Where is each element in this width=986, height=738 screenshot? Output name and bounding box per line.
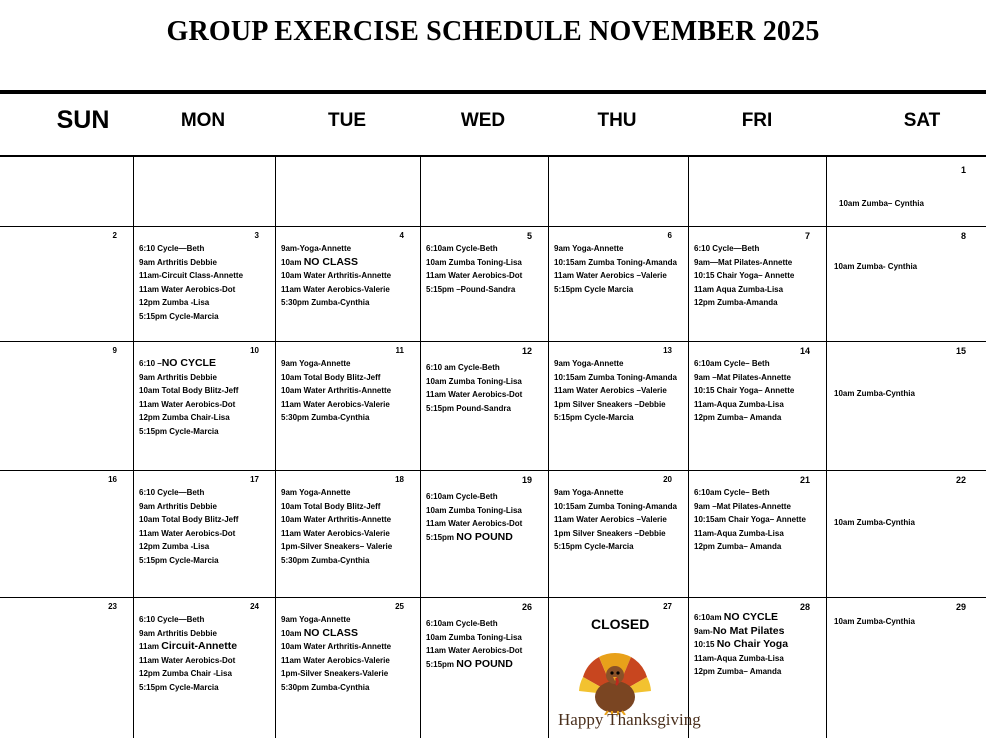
date-number: 26 bbox=[521, 602, 532, 612]
date-number: 12 bbox=[521, 346, 532, 356]
class-entry: 6:10 am Cycle-Beth bbox=[426, 363, 500, 372]
day-header-sat: SAT bbox=[903, 110, 941, 131]
class-list bbox=[139, 486, 238, 567]
class-entry: 10am Zumba– Cynthia bbox=[839, 199, 924, 208]
date-number: 7 bbox=[804, 231, 810, 241]
class-entry: 10am Water Arthritis-Annette bbox=[281, 386, 392, 395]
class-entry: 5:15pm Cycle-Marcia bbox=[139, 311, 219, 321]
class-entry: 6:10am Cycle-Beth bbox=[426, 244, 498, 253]
class-entry: 10am Zumba Toning-Lisa bbox=[426, 632, 522, 642]
date-number: 14 bbox=[799, 346, 810, 356]
class-note: NO CLASS bbox=[303, 626, 358, 639]
class-entry: 11am Water Aerobics-Dot bbox=[139, 528, 236, 538]
day-header-mon: MON bbox=[180, 110, 226, 131]
class-entry: 6:10am Cycle-Beth bbox=[426, 619, 498, 628]
class-time: 5:15pm bbox=[426, 532, 457, 542]
class-time: 5:15pm bbox=[426, 659, 457, 669]
class-entry: 6:10 Cycle—Beth bbox=[139, 615, 205, 624]
class-entry: 1pm Silver Sneakers –Debbie bbox=[554, 528, 666, 538]
class-list bbox=[139, 357, 238, 438]
class-entry bbox=[139, 640, 237, 654]
class-entry: 10am Zumba-Cynthia bbox=[834, 617, 915, 626]
class-entry: 6:10 Cycle—Beth bbox=[694, 244, 760, 253]
class-time: 10:15 bbox=[694, 640, 717, 649]
class-entry: 11am Water Aerobics-Dot bbox=[426, 390, 523, 399]
class-entry: 9am-Yoga-Annette bbox=[281, 244, 352, 253]
class-list bbox=[694, 357, 794, 425]
class-entry: 11am Water Aerobics-Dot bbox=[426, 271, 523, 280]
class-entry: 10am Water Arthritis-Annette bbox=[281, 515, 392, 524]
column-divider bbox=[826, 157, 827, 738]
class-entry: 10am Zumba-Cynthia bbox=[834, 389, 915, 398]
class-list bbox=[281, 357, 391, 425]
date-number: 6 bbox=[667, 231, 672, 240]
day-header-sun: SUN bbox=[56, 106, 110, 134]
day-header-tue: TUE bbox=[328, 110, 366, 131]
class-entry bbox=[281, 627, 391, 641]
date-number: 1 bbox=[960, 165, 966, 175]
class-entry: 11am-Circuit Class-Annette bbox=[139, 271, 244, 280]
class-entry: 12pm Zumba-Amanda bbox=[694, 298, 778, 307]
page-title: GROUP EXERCISE SCHEDULE NOVEMBER 2025 bbox=[166, 16, 820, 47]
class-entry: 12pm Zumba Chair -Lisa bbox=[139, 669, 232, 678]
class-time: 9am- bbox=[694, 626, 713, 636]
class-entry: 10am Zumba- Cynthia bbox=[834, 262, 918, 271]
class-list bbox=[694, 611, 788, 679]
class-entry: 11am Water Aerobics-Dot bbox=[426, 519, 523, 528]
class-list bbox=[281, 486, 392, 567]
class-entry: 12pm Zumba -Lisa bbox=[139, 542, 210, 551]
class-time: 10am bbox=[281, 628, 304, 638]
thanksgiving-caption: Happy Thanksgiving bbox=[558, 710, 701, 729]
class-entry bbox=[694, 625, 788, 639]
column-divider bbox=[275, 157, 276, 738]
date-number: 18 bbox=[395, 475, 404, 484]
class-entry: 5:30pm Zumba-Cynthia bbox=[281, 413, 370, 422]
class-entry: 6:10 Cycle—Beth bbox=[139, 488, 205, 497]
class-entry: 9am—Mat Pilates-Annette bbox=[694, 257, 793, 267]
class-entry: 11am Water Aerobics-Dot bbox=[139, 399, 236, 409]
class-time: 10am bbox=[281, 257, 304, 267]
class-entry: 11am Water Aerobics –Valerie bbox=[554, 386, 667, 395]
class-note: NO CYCLE bbox=[161, 357, 216, 369]
class-entry: 6:10am Cycle– Beth bbox=[694, 488, 770, 497]
date-number: 8 bbox=[960, 231, 966, 241]
class-entry bbox=[426, 531, 522, 545]
class-entry: 10am Zumba Toning-Lisa bbox=[426, 505, 522, 515]
class-entry: 12pm Zumba Chair-Lisa bbox=[139, 413, 230, 422]
class-list bbox=[694, 242, 794, 310]
class-entry: 9am Yoga-Annette bbox=[554, 359, 624, 368]
closed-label: CLOSED bbox=[591, 616, 650, 632]
class-list bbox=[281, 242, 391, 310]
class-entry: 11am Water Aerobics –Valerie bbox=[554, 515, 667, 524]
class-entry: 9am Yoga-Annette bbox=[281, 615, 351, 624]
class-entry: 5:15pm Cycle-Marcia bbox=[554, 413, 634, 422]
class-entry: 1pm Silver Sneakers –Debbie bbox=[554, 399, 666, 409]
class-entry: 10:15am Zumba Toning-Amanda bbox=[554, 372, 677, 382]
class-entry: 5:15pm Pound-Sandra bbox=[426, 403, 511, 413]
class-note: NO CLASS bbox=[303, 255, 358, 268]
class-note: NO POUND bbox=[456, 530, 513, 543]
class-entry: 10am Total Body Blitz-Jeff bbox=[281, 372, 381, 382]
class-entry: 10am Zumba Toning-Lisa bbox=[426, 376, 522, 386]
class-entry: 5:30pm Zumba-Cynthia bbox=[281, 555, 370, 565]
class-list bbox=[554, 357, 677, 425]
column-divider bbox=[133, 157, 134, 738]
class-entry: 10am Zumba-Cynthia bbox=[834, 518, 915, 527]
class-entry: 1pm-Silver Sneakers-Valerie bbox=[281, 669, 389, 678]
class-entry: 5:30pm Zumba-Cynthia bbox=[281, 298, 370, 307]
class-entry: 5:15pm Cycle-Marcia bbox=[139, 426, 219, 436]
class-entry: 6:10am Cycle-Beth bbox=[426, 492, 498, 501]
class-entry: 10am Total Body Blitz-Jeff bbox=[281, 501, 381, 511]
class-list bbox=[281, 613, 391, 694]
class-entry: 11am Water Aerobics-Valerie bbox=[281, 399, 390, 409]
class-list bbox=[554, 242, 677, 296]
date-number: 28 bbox=[799, 602, 810, 612]
date-number: 29 bbox=[955, 602, 966, 612]
class-entry: 10am Water Arthritis-Annette bbox=[281, 271, 392, 280]
class-list bbox=[426, 490, 522, 544]
class-list bbox=[139, 613, 237, 694]
date-number: 22 bbox=[955, 475, 966, 485]
class-entry: 11am-Aqua Zumba-Lisa bbox=[694, 653, 784, 663]
class-time: 11am bbox=[139, 642, 162, 651]
class-entry: 10:15 Chair Yoga– Annette bbox=[694, 386, 795, 395]
class-entry: 11am-Aqua Zumba-Lisa bbox=[694, 528, 784, 538]
day-header-fri: FRI bbox=[741, 110, 773, 131]
date-number: 11 bbox=[395, 346, 404, 355]
date-number: 27 bbox=[663, 602, 672, 611]
class-entry: 10am Water Arthritis-Annette bbox=[281, 642, 392, 651]
class-entry bbox=[281, 256, 391, 270]
date-number: 24 bbox=[250, 602, 259, 611]
date-number: 19 bbox=[521, 475, 532, 485]
row-divider bbox=[0, 597, 986, 598]
class-entry: 10:15am Zumba Toning-Amanda bbox=[554, 501, 677, 511]
class-entry: 10:15am Zumba Toning-Amanda bbox=[554, 257, 677, 267]
date-number: 21 bbox=[799, 475, 810, 485]
column-divider bbox=[420, 157, 421, 738]
class-entry: 12pm Zumba– Amanda bbox=[694, 667, 782, 676]
column-divider bbox=[688, 157, 689, 738]
class-entry: 9am Yoga-Annette bbox=[554, 244, 624, 253]
row-divider bbox=[0, 470, 986, 471]
class-entry: 11am Water Aerobics-Dot bbox=[139, 284, 236, 294]
class-entry: 11am Water Aerobics-Dot bbox=[426, 646, 523, 655]
class-entry: 9am –Mat Pilates-Annette bbox=[694, 372, 791, 382]
row-divider bbox=[0, 341, 986, 342]
class-note: NO POUND bbox=[456, 657, 513, 670]
class-note: No Mat Pilates bbox=[712, 624, 785, 637]
class-list bbox=[426, 361, 522, 415]
class-entry: 11am Aqua Zumba-Lisa bbox=[694, 284, 784, 294]
column-divider bbox=[548, 157, 549, 738]
date-number: 9 bbox=[112, 346, 117, 355]
class-entry: 6:10 Cycle—Beth bbox=[139, 244, 205, 253]
class-entry: 11am-Aqua Zumba-Lisa bbox=[694, 399, 784, 409]
class-entry: 10am Total Body Blitz-Jeff bbox=[139, 386, 239, 395]
class-entry: 12pm Zumba– Amanda bbox=[694, 542, 782, 551]
class-entry: 9am –Mat Pilates-Annette bbox=[694, 501, 791, 511]
class-entry: 12pm Zumba– Amanda bbox=[694, 413, 782, 422]
class-entry: 11am Water Aerobics-Valerie bbox=[281, 528, 390, 538]
date-number: 2 bbox=[112, 231, 117, 240]
class-entry bbox=[694, 611, 788, 625]
date-number: 23 bbox=[108, 602, 117, 611]
header-rule bbox=[0, 155, 986, 157]
date-number: 16 bbox=[108, 475, 117, 484]
class-entry: 9am Arthritis Debbie bbox=[139, 372, 217, 382]
class-entry: 11am Water Aerobics-Dot bbox=[139, 655, 236, 665]
turkey-icon bbox=[575, 647, 655, 715]
date-number: 20 bbox=[663, 475, 672, 484]
date-number: 15 bbox=[955, 346, 966, 356]
class-entry: 11am Water Aerobics –Valerie bbox=[554, 271, 667, 280]
class-entry: 10am Zumba Toning-Lisa bbox=[426, 257, 522, 267]
row-divider bbox=[0, 226, 986, 227]
top-rule bbox=[0, 90, 986, 94]
class-entry: 9am Arthritis Debbie bbox=[139, 257, 217, 267]
class-entry: 9am Arthritis Debbie bbox=[139, 501, 217, 511]
class-note: No Chair Yoga bbox=[716, 638, 789, 650]
class-entry: 5:15pm Cycle Marcia bbox=[554, 284, 634, 294]
date-number: 5 bbox=[526, 231, 532, 241]
class-list bbox=[426, 617, 522, 671]
class-note: NO CYCLE bbox=[723, 611, 779, 623]
day-header-thu: THU bbox=[597, 110, 637, 131]
class-entry: 6:10am Cycle– Beth bbox=[694, 359, 770, 368]
class-entry: 11am Water Aerobics-Valerie bbox=[281, 284, 390, 294]
class-entry: 9am Arthritis Debbie bbox=[139, 628, 217, 638]
date-number: 17 bbox=[250, 475, 259, 484]
class-list bbox=[426, 242, 522, 296]
class-entry: 5:15pm Cycle-Marcia bbox=[139, 682, 219, 692]
day-header-wed: WED bbox=[460, 110, 506, 131]
class-entry bbox=[694, 638, 788, 652]
class-entry: 10am Total Body Blitz-Jeff bbox=[139, 515, 239, 524]
class-list bbox=[139, 242, 243, 323]
date-number: 10 bbox=[250, 346, 259, 355]
class-note: Circuit-Annette bbox=[161, 640, 238, 652]
class-list bbox=[694, 486, 806, 554]
date-number: 4 bbox=[399, 231, 404, 240]
class-entry: 11am Water Aerobics-Valerie bbox=[281, 655, 390, 665]
class-entry: 5:30pm Zumba-Cynthia bbox=[281, 682, 370, 692]
class-entry bbox=[426, 658, 522, 672]
date-number: 13 bbox=[663, 346, 672, 355]
class-entry: 12pm Zumba -Lisa bbox=[139, 298, 210, 307]
class-entry: 5:15pm Cycle-Marcia bbox=[554, 542, 634, 551]
date-number: 25 bbox=[395, 602, 404, 611]
class-entry: 10:15 Chair Yoga– Annette bbox=[694, 271, 795, 280]
class-entry: 9am Yoga-Annette bbox=[554, 488, 624, 497]
class-entry bbox=[139, 357, 238, 371]
class-entry: 5:15pm Cycle-Marcia bbox=[139, 555, 219, 565]
class-entry: 5:15pm –Pound-Sandra bbox=[426, 284, 516, 294]
class-entry: 9am Yoga-Annette bbox=[281, 359, 351, 368]
date-number: 3 bbox=[254, 231, 259, 240]
class-entry: 1pm-Silver Sneakers– Valerie bbox=[281, 542, 393, 551]
class-entry: 10:15am Chair Yoga– Annette bbox=[694, 515, 806, 524]
class-time: 6:10am bbox=[694, 613, 724, 622]
class-list bbox=[554, 486, 677, 554]
class-time: 6:10 – bbox=[139, 359, 162, 368]
class-entry: 9am Yoga-Annette bbox=[281, 488, 351, 497]
